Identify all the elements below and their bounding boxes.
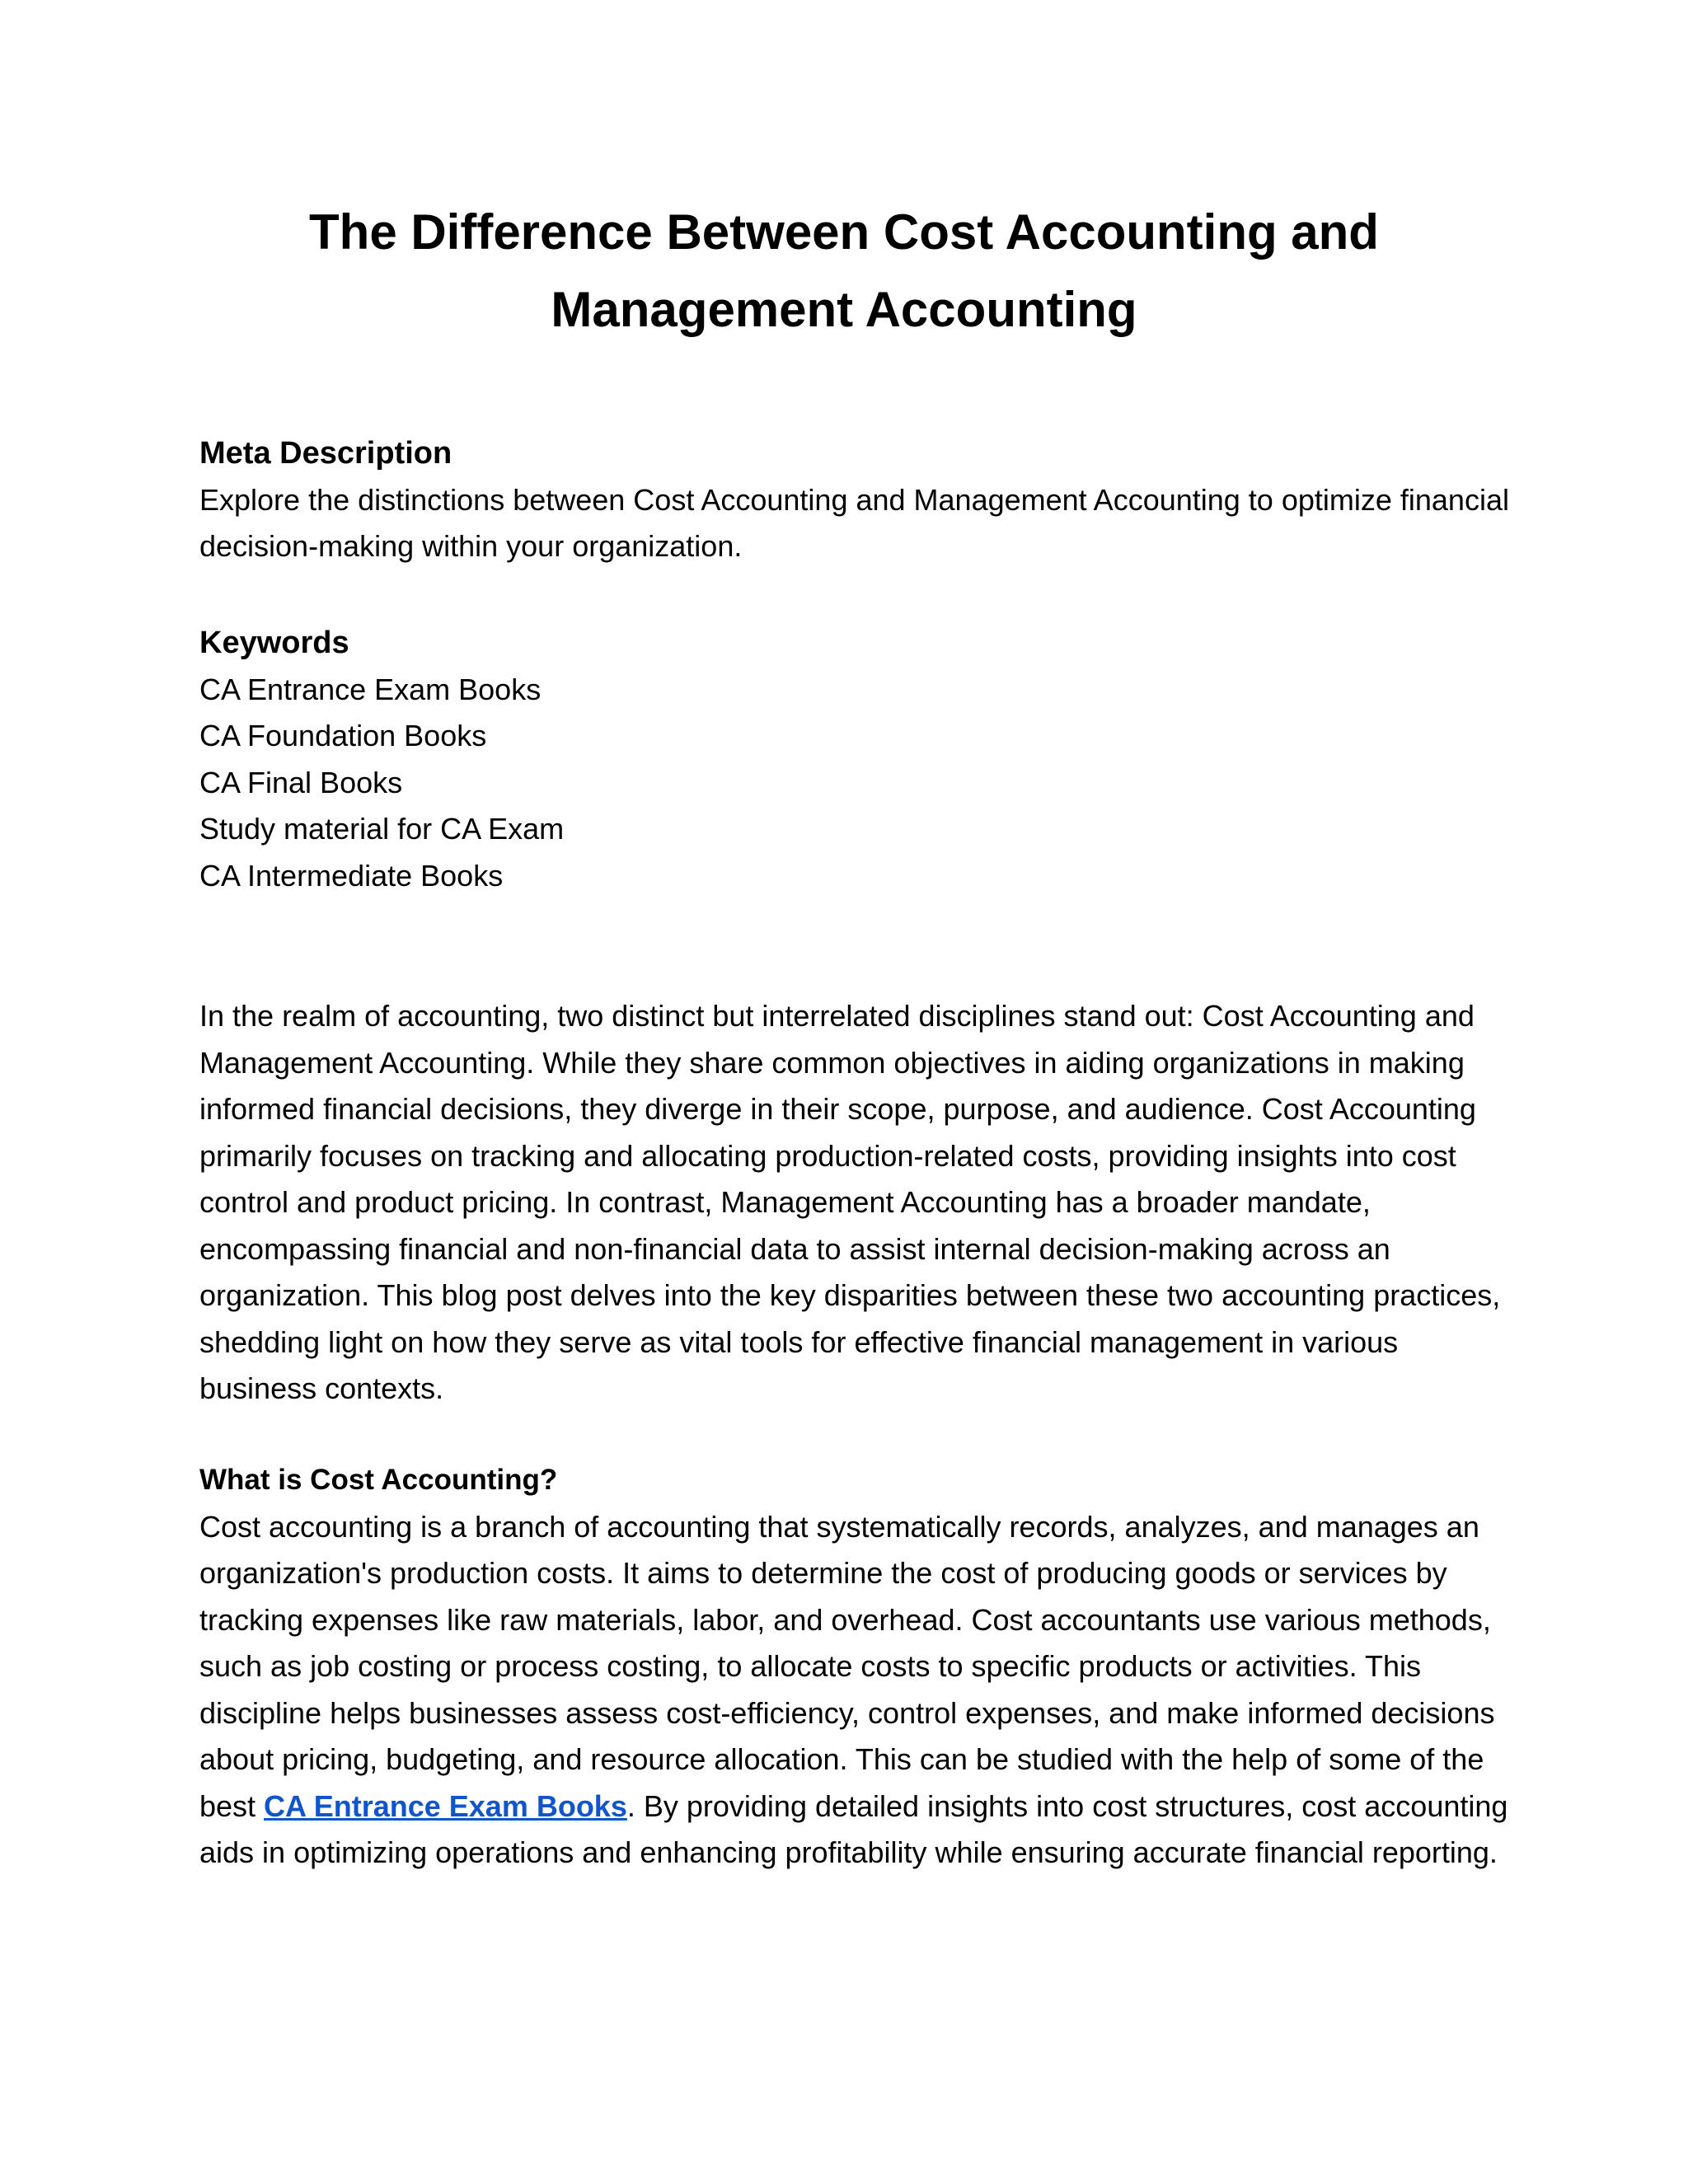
keywords-list xyxy=(199,667,1510,900)
meta-description-heading: Meta Description xyxy=(199,436,452,471)
cost-accounting-paragraph xyxy=(199,1504,1510,1877)
page-title xyxy=(206,194,1482,349)
cost-accounting-section xyxy=(199,1457,1510,1877)
keyword-item: CA Final Books xyxy=(199,765,403,799)
keyword-item: CA Intermediate Books xyxy=(199,858,504,893)
keywords-section xyxy=(199,620,1510,899)
ca-entrance-exam-books-link[interactable]: CA Entrance Exam Books xyxy=(264,1788,627,1823)
page-title-line-2: Management Accounting xyxy=(551,282,1137,337)
cost-accounting-text-after-link: . By providing detailed insights into cost structures, cost accounting aids in optimizing operations and enhancing profitability while ensuring accurate financial reporting. xyxy=(199,1788,1508,1869)
cost-accounting-heading: What is Cost Accounting? xyxy=(199,1464,558,1496)
meta-description-section xyxy=(199,430,1510,570)
keyword-item: CA Entrance Exam Books xyxy=(199,672,542,706)
intro-paragraph: In the realm of accounting, two distinct but interrelated disciplines stand out: Cost Accounting and Management Accounting. While they share common objectives in aiding organizations in making informed financial decisions, they diverge in their scope, purpose, and audience. Cost Accounting primarily focuses on tracking and allocating production-related costs, providing insights into cost control and product pricing. In contrast, Management Accounting has a broader mandate, encompassing financial and non-financial data to assist internal decision-making across an organization. This blog post delves into the key disparities between these two accounting practices, shedding light on how they serve as vital tools for effective financial management in various business contexts. xyxy=(199,999,1501,1405)
keywords-heading: Keywords xyxy=(199,626,349,660)
page-title-line-1: The Difference Between Cost Accounting and xyxy=(309,204,1379,260)
cost-accounting-text-before-link: Cost accounting is a branch of accounting that systematically records, analyzes, and manages an organization's production costs. It aims to determine the cost of producing goods or services by tracking expenses like raw materials, labor, and overhead. Cost accountants use various methods, such as job costing or process costing, to allocate costs to specific products or activities. This discipline helps businesses assess cost-efficiency, control expenses, and make informed decisions about pricing, budgeting, and resource allocation. This can be studied with the help of some of the best xyxy=(199,1509,1495,1823)
intro-section xyxy=(199,993,1510,1413)
meta-description-text: Explore the distinctions between Cost Accounting and Management Accounting to optimize financial decision-making within your organization. xyxy=(199,482,1509,563)
keyword-item: CA Foundation Books xyxy=(199,719,487,752)
keyword-item: Study material for CA Exam xyxy=(199,812,565,846)
